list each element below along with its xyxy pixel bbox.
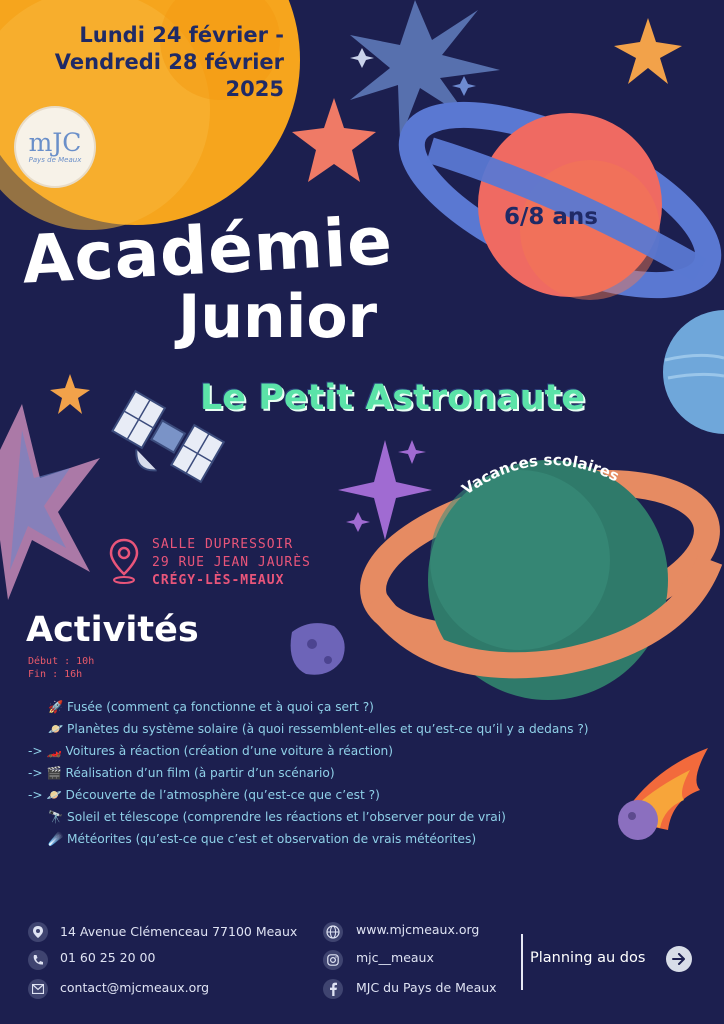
event-dates — [0, 22, 284, 103]
planet-icon: 🪐 — [46, 788, 63, 802]
coral-star — [292, 98, 376, 182]
mjc-logo — [14, 106, 96, 188]
list-item — [28, 806, 589, 828]
planning-note: Planning au dos — [530, 950, 646, 966]
arrow-prefix: -> — [28, 788, 43, 802]
list-item — [28, 696, 589, 718]
list-item — [28, 718, 589, 740]
instagram-icon — [323, 950, 343, 970]
venue-city: CRÉGY-LÈS-MEAUX — [152, 573, 285, 588]
facebook-link[interactable]: MJC du Pays de Meaux — [356, 980, 497, 995]
ringed-planet-red — [389, 80, 724, 320]
blue-planet-edge — [663, 310, 724, 434]
logo-text: mJC — [28, 128, 82, 157]
list-item — [28, 740, 589, 762]
age-range: 6/8 ans — [504, 204, 598, 230]
list-item — [28, 784, 589, 806]
list-item — [28, 762, 589, 784]
date-year: 2025 — [225, 77, 284, 101]
phone-icon — [28, 950, 48, 970]
planning-arrow-button[interactable] — [666, 946, 692, 972]
end-time: Fin : 16h — [28, 669, 83, 680]
planet-icon: 🪐 — [48, 722, 64, 736]
rocket-icon: 🚀 — [48, 700, 64, 714]
title-junior: Junior — [178, 282, 378, 352]
facebook-icon — [323, 979, 343, 999]
comet-icon: ☄️ — [48, 832, 64, 846]
activity-hours — [28, 655, 94, 681]
instagram-link[interactable]: mjc__meaux — [356, 950, 434, 965]
activity-text: Météorites (qu’est-ce que c’est et observation de vrais météorites) — [67, 832, 477, 846]
mail-icon — [28, 979, 48, 999]
arrow-prefix: -> — [28, 766, 43, 780]
arrow-prefix: -> — [28, 744, 43, 758]
venue-name: SALLE DUPRESSOIR — [152, 537, 294, 552]
activity-text: Fusée (comment ça fonctionne et à quoi ça sert ?) — [67, 700, 374, 714]
asteroid-illustration — [291, 623, 345, 675]
date-line-2: Vendredi 28 février — [54, 50, 284, 74]
svg-text:Vacances scolaires — [459, 451, 623, 498]
globe-icon — [323, 922, 343, 942]
activity-text: Réalisation d’un film (à partir d’un scénario) — [65, 766, 335, 780]
orange-star-small — [614, 18, 682, 84]
venue-street: 29 RUE JEAN JAURÈS — [152, 555, 311, 570]
activities-heading: Activités — [26, 610, 199, 650]
arc-label-text: Vacances scolaires — [458, 450, 623, 499]
activity-text: Découverte de l’atmosphère (qu’est-ce que c’est ?) — [65, 788, 380, 802]
date-line-1: Lundi 24 février - — [79, 23, 284, 47]
location-pin-icon — [110, 538, 140, 586]
email-link[interactable]: contact@mjcmeaux.org — [60, 980, 210, 995]
website-link[interactable]: www.mjcmeaux.org — [356, 922, 480, 937]
list-item — [28, 828, 589, 850]
telescope-icon: 🔭 — [48, 810, 64, 824]
arrow-right-icon — [672, 953, 686, 965]
comet-illustration — [618, 748, 708, 840]
race-car-icon: 🏎️ — [46, 744, 63, 758]
address-link[interactable]: 14 Avenue Clémenceau 77100 Meaux — [60, 924, 298, 939]
vacances-arc-label — [440, 430, 660, 520]
activities-list — [28, 696, 589, 850]
activity-text: Soleil et télescope (comprendre les réactions et l’observer pour de vrai) — [67, 810, 506, 824]
clapperboard-icon: 🎬 — [46, 766, 63, 780]
activity-text: Voitures à réaction (création d’une voiture à réaction) — [65, 744, 394, 758]
subtitle-petit-astronaute: Le Petit Astronaute — [200, 378, 586, 418]
location-pin-icon — [28, 922, 48, 942]
logo-subtext: Pays de Meaux — [28, 156, 82, 164]
pink-star-left — [0, 404, 100, 600]
activity-text: Planètes du système solaire (à quoi ressemblent-elles et qu’est-ce qu’il y a dedans ?) — [67, 722, 589, 736]
start-time: Début : 10h — [28, 656, 95, 667]
venue-address — [152, 536, 311, 590]
title-academie: Académie — [20, 202, 395, 299]
phone-link[interactable]: 01 60 25 20 00 — [60, 950, 156, 965]
footer-divider — [521, 934, 523, 990]
